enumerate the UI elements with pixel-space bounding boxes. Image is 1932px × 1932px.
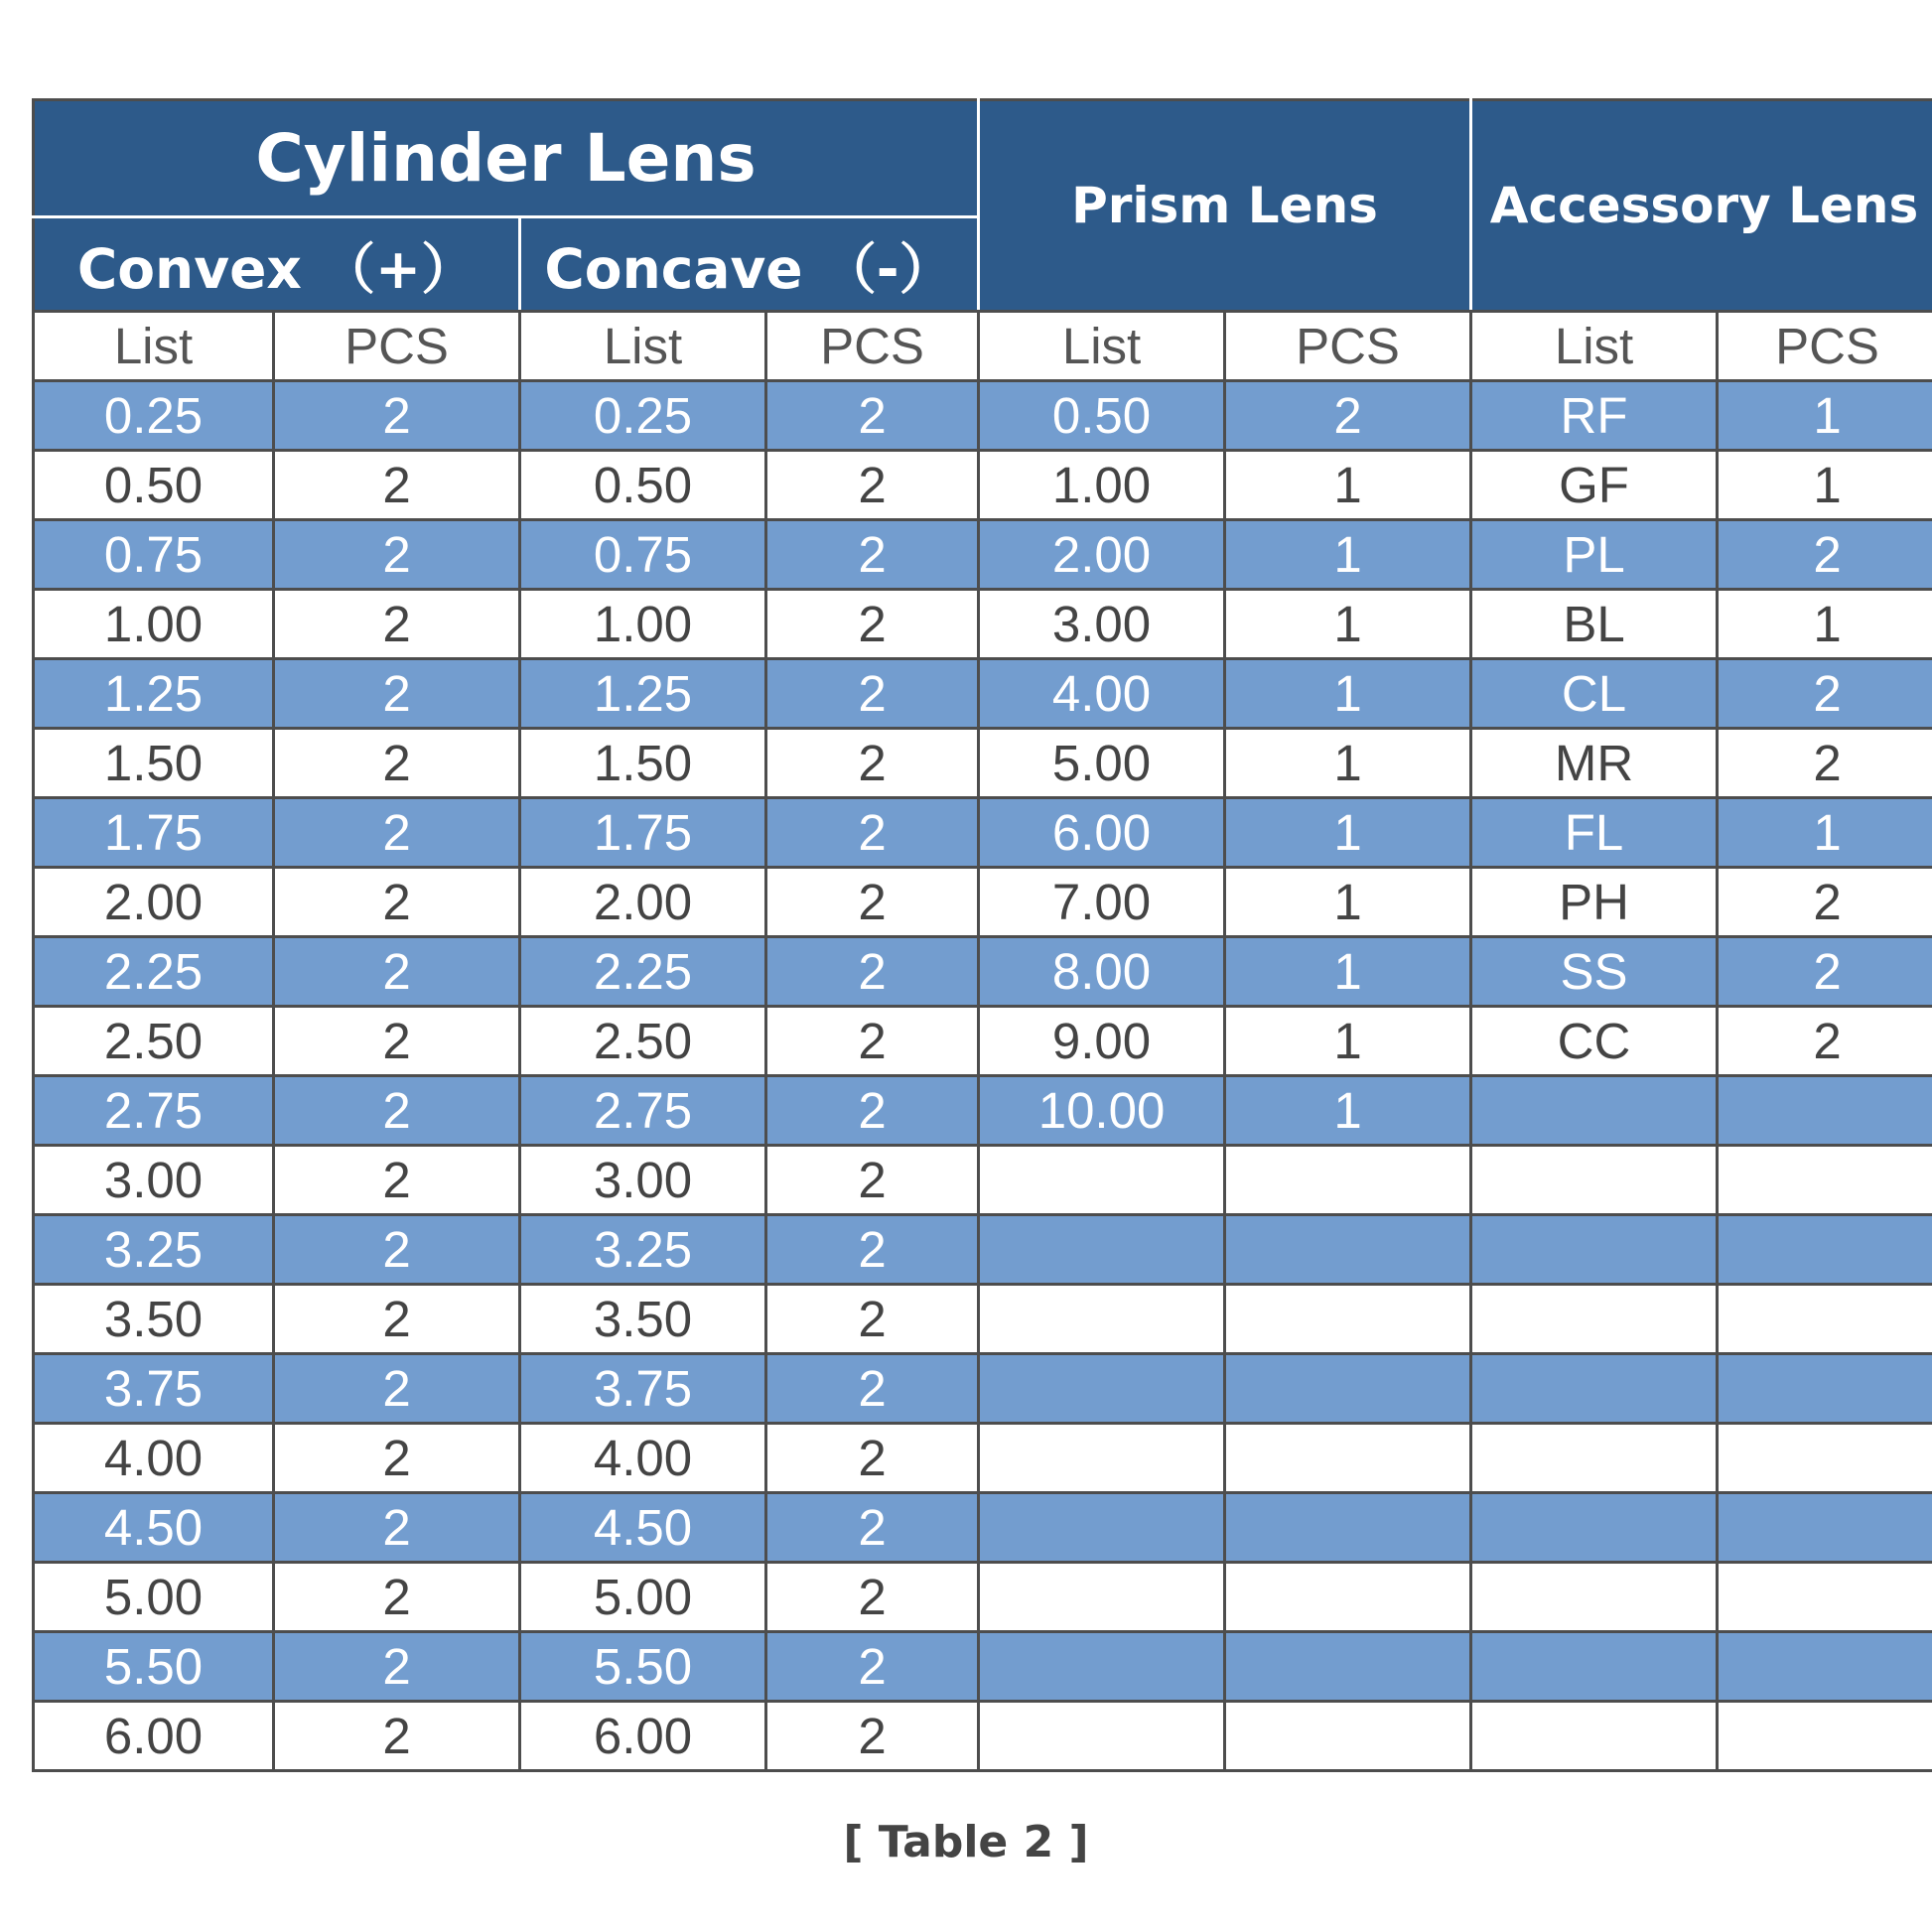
- table-row: [34, 1215, 1932, 1285]
- convex-pcs-cell: 2: [274, 1285, 520, 1354]
- prism-list-cell: [979, 1702, 1225, 1771]
- convex-pcs-cell: 2: [274, 1215, 520, 1285]
- concave-list-cell: 3.50: [520, 1285, 766, 1354]
- concave-pcs-cell: 2: [766, 381, 979, 451]
- prism-list-cell: [979, 1632, 1225, 1702]
- prism-list-cell: 6.00: [979, 798, 1225, 868]
- concave-list-cell: 1.75: [520, 798, 766, 868]
- prism-list-cell: [979, 1563, 1225, 1632]
- concave-pcs-cell: 2: [766, 729, 979, 798]
- concave-list-cell: 4.00: [520, 1424, 766, 1493]
- convex-list-cell: 2.25: [34, 937, 274, 1007]
- table-row: [34, 590, 1932, 659]
- column-label: PCS: [1225, 312, 1471, 381]
- convex-pcs-cell: 2: [274, 1354, 520, 1424]
- prism-list-cell: [979, 1493, 1225, 1563]
- prism-pcs-cell: 1: [1225, 729, 1471, 798]
- prism-pcs-cell: 1: [1225, 937, 1471, 1007]
- table-row: [34, 1354, 1932, 1424]
- convex-list-cell: 6.00: [34, 1702, 274, 1771]
- accessory-list-cell: [1471, 1563, 1718, 1632]
- accessory-pcs-cell: 1: [1718, 381, 1932, 451]
- prism-list-cell: [979, 1424, 1225, 1493]
- prism-pcs-cell: 1: [1225, 798, 1471, 868]
- convex-list-cell: 1.75: [34, 798, 274, 868]
- accessory-list-cell: [1471, 1632, 1718, 1702]
- concave-pcs-cell: 2: [766, 1285, 979, 1354]
- table-row: [34, 798, 1932, 868]
- concave-list-cell: 3.75: [520, 1354, 766, 1424]
- concave-list-cell: 1.25: [520, 659, 766, 729]
- accessory-list-cell: [1471, 1146, 1718, 1215]
- accessory-pcs-cell: 2: [1718, 659, 1932, 729]
- prism-list-cell: [979, 1354, 1225, 1424]
- concave-list-cell: 0.50: [520, 451, 766, 520]
- concave-list-cell: 0.25: [520, 381, 766, 451]
- concave-pcs-cell: 2: [766, 1424, 979, 1493]
- accessory-list-cell: [1471, 1215, 1718, 1285]
- convex-list-cell: 0.50: [34, 451, 274, 520]
- table-row: [34, 659, 1932, 729]
- prism-list-cell: 2.00: [979, 520, 1225, 590]
- convex-pcs-cell: 2: [274, 798, 520, 868]
- column-label: PCS: [766, 312, 979, 381]
- convex-list-cell: 3.75: [34, 1354, 274, 1424]
- prism-list-cell: 5.00: [979, 729, 1225, 798]
- prism-pcs-cell: [1225, 1354, 1471, 1424]
- accessory-list-cell: RF: [1471, 381, 1718, 451]
- convex-header: Convex （+）: [34, 217, 520, 312]
- prism-pcs-cell: 1: [1225, 451, 1471, 520]
- accessory-pcs-cell: [1718, 1632, 1932, 1702]
- convex-list-cell: 3.00: [34, 1146, 274, 1215]
- accessory-lens-header: Accessory Lens: [1471, 100, 1932, 312]
- convex-list-cell: 5.50: [34, 1632, 274, 1702]
- concave-list-cell: 4.50: [520, 1493, 766, 1563]
- convex-list-cell: 2.75: [34, 1076, 274, 1146]
- accessory-list-cell: [1471, 1285, 1718, 1354]
- accessory-list-cell: [1471, 1493, 1718, 1563]
- concave-list-cell: 1.00: [520, 590, 766, 659]
- accessory-pcs-cell: 1: [1718, 590, 1932, 659]
- concave-pcs-cell: 2: [766, 1354, 979, 1424]
- convex-pcs-cell: 2: [274, 1493, 520, 1563]
- accessory-pcs-cell: 2: [1718, 520, 1932, 590]
- convex-pcs-cell: 2: [274, 1076, 520, 1146]
- prism-list-cell: 0.50: [979, 381, 1225, 451]
- prism-pcs-cell: 1: [1225, 659, 1471, 729]
- convex-pcs-cell: 2: [274, 729, 520, 798]
- concave-list-cell: 3.25: [520, 1215, 766, 1285]
- convex-pcs-cell: 2: [274, 520, 520, 590]
- table-row: [34, 1285, 1932, 1354]
- table-row: [34, 1007, 1932, 1076]
- prism-pcs-cell: 1: [1225, 520, 1471, 590]
- accessory-list-cell: [1471, 1076, 1718, 1146]
- convex-list-cell: 4.50: [34, 1493, 274, 1563]
- concave-list-cell: 3.00: [520, 1146, 766, 1215]
- convex-pcs-cell: 2: [274, 381, 520, 451]
- accessory-pcs-cell: 2: [1718, 1007, 1932, 1076]
- column-label: List: [520, 312, 766, 381]
- lens-table-body: [34, 312, 1932, 1771]
- accessory-list-cell: [1471, 1702, 1718, 1771]
- table-row: [34, 937, 1932, 1007]
- prism-list-cell: [979, 1285, 1225, 1354]
- convex-list-cell: 1.50: [34, 729, 274, 798]
- accessory-list-cell: PH: [1471, 868, 1718, 937]
- table-row: [34, 520, 1932, 590]
- convex-pcs-cell: 2: [274, 1632, 520, 1702]
- concave-list-cell: 5.50: [520, 1632, 766, 1702]
- table-row: [34, 868, 1932, 937]
- table-row: [34, 1493, 1932, 1563]
- concave-list-cell: 2.75: [520, 1076, 766, 1146]
- column-labels-row: [34, 312, 1932, 381]
- accessory-pcs-cell: [1718, 1702, 1932, 1771]
- prism-list-cell: 3.00: [979, 590, 1225, 659]
- convex-list-cell: 4.00: [34, 1424, 274, 1493]
- accessory-pcs-cell: 2: [1718, 868, 1932, 937]
- column-label: PCS: [1718, 312, 1932, 381]
- table-row: [34, 1076, 1932, 1146]
- accessory-pcs-cell: [1718, 1354, 1932, 1424]
- prism-list-cell: 4.00: [979, 659, 1225, 729]
- cylinder-lens-header: Cylinder Lens: [34, 100, 979, 217]
- accessory-pcs-cell: [1718, 1285, 1932, 1354]
- convex-pcs-cell: 2: [274, 1702, 520, 1771]
- accessory-list-cell: CC: [1471, 1007, 1718, 1076]
- concave-list-cell: 6.00: [520, 1702, 766, 1771]
- concave-header: Concave （-）: [520, 217, 979, 312]
- prism-pcs-cell: [1225, 1146, 1471, 1215]
- prism-list-cell: 9.00: [979, 1007, 1225, 1076]
- prism-list-cell: [979, 1215, 1225, 1285]
- prism-lens-header: Prism Lens: [979, 100, 1471, 312]
- accessory-list-cell: [1471, 1354, 1718, 1424]
- accessory-pcs-cell: 2: [1718, 937, 1932, 1007]
- prism-list-cell: 8.00: [979, 937, 1225, 1007]
- prism-pcs-cell: 2: [1225, 381, 1471, 451]
- concave-list-cell: 2.00: [520, 868, 766, 937]
- accessory-pcs-cell: [1718, 1424, 1932, 1493]
- table-row: [34, 729, 1932, 798]
- convex-pcs-cell: 2: [274, 590, 520, 659]
- convex-list-cell: 0.25: [34, 381, 274, 451]
- prism-pcs-cell: 1: [1225, 868, 1471, 937]
- prism-pcs-cell: [1225, 1632, 1471, 1702]
- prism-list-cell: 1.00: [979, 451, 1225, 520]
- prism-list-cell: 7.00: [979, 868, 1225, 937]
- lens-table: [32, 98, 1932, 1772]
- convex-list-cell: 3.50: [34, 1285, 274, 1354]
- column-label: PCS: [274, 312, 520, 381]
- concave-list-cell: 2.50: [520, 1007, 766, 1076]
- accessory-pcs-cell: [1718, 1563, 1932, 1632]
- concave-list-cell: 2.25: [520, 937, 766, 1007]
- concave-pcs-cell: 2: [766, 451, 979, 520]
- table-row: [34, 1563, 1932, 1632]
- convex-pcs-cell: 2: [274, 937, 520, 1007]
- accessory-pcs-cell: [1718, 1146, 1932, 1215]
- prism-pcs-cell: [1225, 1702, 1471, 1771]
- accessory-list-cell: SS: [1471, 937, 1718, 1007]
- convex-list-cell: 2.00: [34, 868, 274, 937]
- concave-pcs-cell: 2: [766, 1146, 979, 1215]
- concave-list-cell: 0.75: [520, 520, 766, 590]
- concave-pcs-cell: 2: [766, 1007, 979, 1076]
- concave-pcs-cell: 2: [766, 868, 979, 937]
- accessory-list-cell: [1471, 1424, 1718, 1493]
- concave-pcs-cell: 2: [766, 1076, 979, 1146]
- table-row: [34, 381, 1932, 451]
- prism-pcs-cell: [1225, 1215, 1471, 1285]
- accessory-pcs-cell: [1718, 1076, 1932, 1146]
- concave-pcs-cell: 2: [766, 1493, 979, 1563]
- convex-pcs-cell: 2: [274, 1007, 520, 1076]
- convex-pcs-cell: 2: [274, 1146, 520, 1215]
- concave-pcs-cell: 2: [766, 1563, 979, 1632]
- accessory-pcs-cell: 1: [1718, 798, 1932, 868]
- accessory-pcs-cell: 2: [1718, 729, 1932, 798]
- concave-pcs-cell: 2: [766, 1632, 979, 1702]
- concave-pcs-cell: 2: [766, 659, 979, 729]
- concave-pcs-cell: 2: [766, 590, 979, 659]
- column-label: List: [34, 312, 274, 381]
- table-row: [34, 1424, 1932, 1493]
- column-label: List: [979, 312, 1225, 381]
- prism-pcs-cell: 1: [1225, 1007, 1471, 1076]
- prism-pcs-cell: [1225, 1424, 1471, 1493]
- accessory-list-cell: CL: [1471, 659, 1718, 729]
- table-row: [34, 1632, 1932, 1702]
- accessory-list-cell: PL: [1471, 520, 1718, 590]
- convex-list-cell: 5.00: [34, 1563, 274, 1632]
- prism-pcs-cell: 1: [1225, 590, 1471, 659]
- table-row: [34, 1146, 1932, 1215]
- accessory-pcs-cell: 1: [1718, 451, 1932, 520]
- concave-pcs-cell: 2: [766, 1215, 979, 1285]
- convex-list-cell: 1.00: [34, 590, 274, 659]
- concave-pcs-cell: 2: [766, 520, 979, 590]
- accessory-list-cell: FL: [1471, 798, 1718, 868]
- accessory-pcs-cell: [1718, 1493, 1932, 1563]
- convex-list-cell: 3.25: [34, 1215, 274, 1285]
- prism-pcs-cell: [1225, 1563, 1471, 1632]
- concave-list-cell: 1.50: [520, 729, 766, 798]
- convex-list-cell: 1.25: [34, 659, 274, 729]
- column-label: List: [1471, 312, 1718, 381]
- convex-pcs-cell: 2: [274, 1563, 520, 1632]
- concave-pcs-cell: 2: [766, 798, 979, 868]
- prism-pcs-cell: 1: [1225, 1076, 1471, 1146]
- prism-pcs-cell: [1225, 1493, 1471, 1563]
- prism-pcs-cell: [1225, 1285, 1471, 1354]
- concave-pcs-cell: 2: [766, 1702, 979, 1771]
- accessory-pcs-cell: [1718, 1215, 1932, 1285]
- convex-list-cell: 2.50: [34, 1007, 274, 1076]
- accessory-list-cell: GF: [1471, 451, 1718, 520]
- concave-list-cell: 5.00: [520, 1563, 766, 1632]
- convex-pcs-cell: 2: [274, 868, 520, 937]
- table-caption: [ Table 2 ]: [843, 1817, 1089, 1867]
- table-row: [34, 1702, 1932, 1771]
- prism-list-cell: 10.00: [979, 1076, 1225, 1146]
- convex-pcs-cell: 2: [274, 1424, 520, 1493]
- convex-pcs-cell: 2: [274, 451, 520, 520]
- accessory-list-cell: BL: [1471, 590, 1718, 659]
- convex-pcs-cell: 2: [274, 659, 520, 729]
- table-row: [34, 451, 1932, 520]
- prism-list-cell: [979, 1146, 1225, 1215]
- accessory-list-cell: MR: [1471, 729, 1718, 798]
- concave-pcs-cell: 2: [766, 937, 979, 1007]
- convex-list-cell: 0.75: [34, 520, 274, 590]
